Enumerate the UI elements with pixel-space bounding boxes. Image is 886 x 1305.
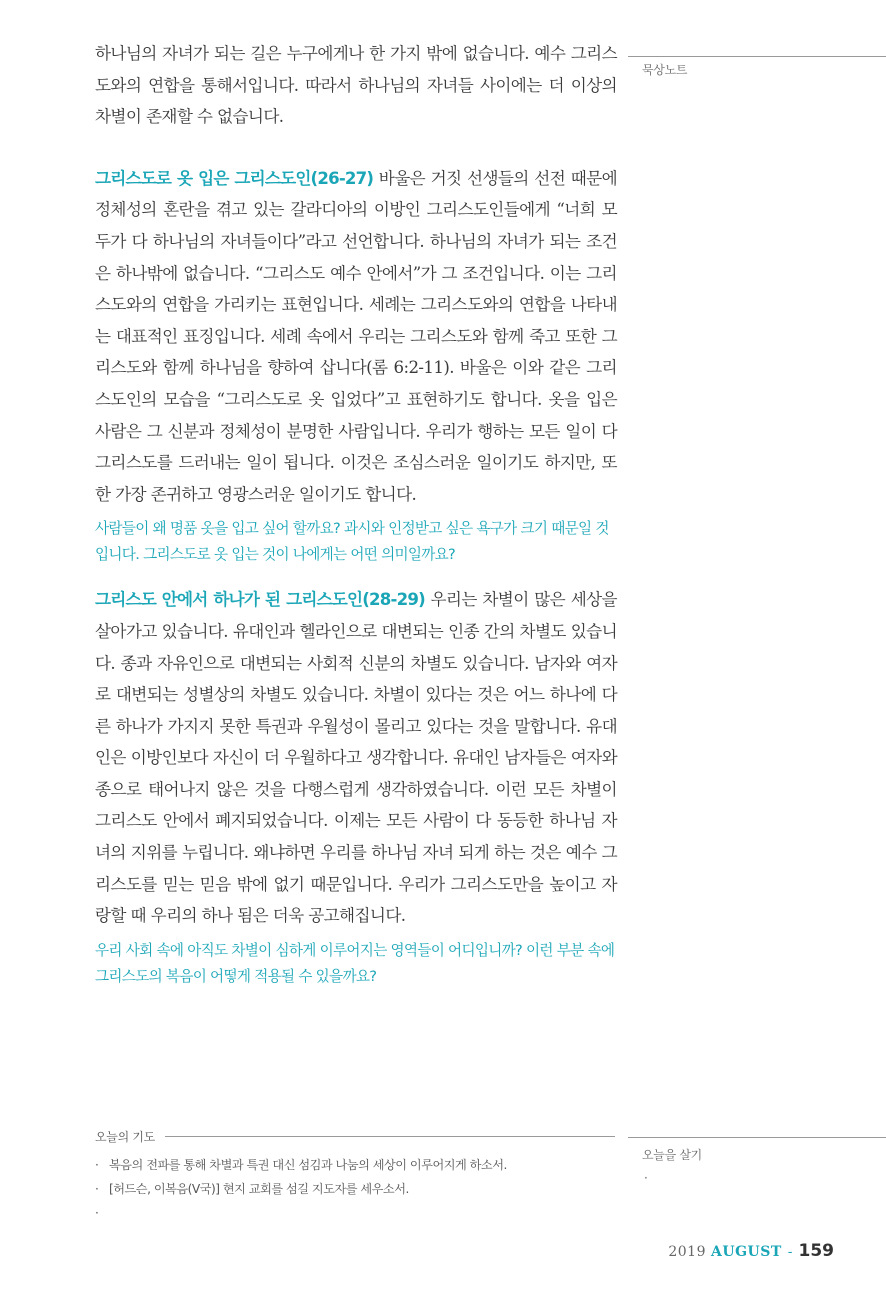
section-2-text: 우리는 차별이 많은 세상을 살아가고 있습니다. 유대인과 헬라인으로 대변되는 인종 간의 차별도 있습니다. 종과 자유인으로 대변되는 사회적 신분의 차별도 있습니다. 남자와 여자로 대변되는 성별상의 차별도 있습니다. 차별이 있다는 것은 어느 하나에 다른 하나가 가지지 못한 특권과 우월성이 몰리고 있다는 것을 말합니다. 유대인은 이방인보다 자신이 더 우월하다고 생각합니다. 유대인 남자들은 여자와 종으로 태어나지 않은 것을 다행스럽게 생각하였습니다. 이런 모든 차별이 그리스도 안에서 폐지되었습니다. 이제는 모든 사람이 다 동등한 하나님 자녀의 지위를 누립니다. 왜냐하면 우리를 하나님 자녀 되게 하는 것은 예수 그리스도를 믿는 믿음 밖에 없기 때문입니다. 우리가 그리스도만을 높이고 자랑할 때 우리의 하나 됨은 더욱 공고해집니다.: [95, 590, 617, 926]
section-1-question: 사람들이 왜 명품 옷을 입고 싶어 할까요? 과시와 인정받고 싶은 욕구가 크기 때문일 것입니다. 그리스도로 옷 입는 것이 나에게는 어떤 의미일까요?: [95, 520, 609, 564]
footer-separator: -: [787, 1244, 793, 1260]
live-today-rule: [628, 1137, 886, 1138]
section-1-heading: 그리스도로 옷 입은 그리스도인(26-27): [95, 168, 374, 188]
section-1-text: 바울은 거짓 선생들의 선전 때문에 정체성의 혼란을 겪고 있는 갈라디아의 이방인 그리스도인들에게 “너희 모두가 다 하나님의 자녀들이다”라고 선언합니다. 하나님의 자녀가 되는 조건은 하나밖에 없습니다. “그리스도 예수 안에서”가 그 조건입니다. 이는 그리스도와의 연합을 가리키는 표현입니다. 세례는 그리스도와의 연합을 나타내는 대표적인 표징입니다. 세례 속에서 우리는 그리스도와 함께 죽고 또한 그리스도와 함께 하나님을 향하여 삽니다(롬 6:2-11). 바울은 이와 같은 그리스도인의 모습을 “그리스도로 옷 입었다”고 표현하기도 합니다. 옷을 입은 사람은 그 신분과 정체성이 분명한 사람입니다. 우리가 행하는 모든 일이 다 그리스도를 드러내는 일이 됩니다. 이것은 조심스러운 일이기도 하지만, 또한 가장 존귀하고 영광스러운 일이기도 합니다.: [95, 168, 617, 504]
page-number: 159: [798, 1241, 834, 1261]
live-today-box: [628, 1137, 886, 1185]
prayer-item-text: [허드슨, 이복음(V국)] 현지 교회를 섬길 지도자를 세우소서.: [109, 1182, 409, 1196]
page-footer: [668, 1241, 834, 1261]
intro-paragraph: 하나님의 자녀가 되는 길은 누구에게나 한 가지 밖에 없습니다. 예수 그리스도와의 연합을 통해서입니다. 따라서 하나님의 자녀들 사이에는 더 이상의 차별이 존재할 수 없습니다.: [95, 44, 617, 127]
section-1-paragraph: [95, 163, 617, 511]
prayer-rule: [165, 1136, 615, 1137]
section-2-heading: 그리스도 안에서 하나가 된 그리스도인(28-29): [95, 590, 425, 610]
main-column: [95, 38, 617, 990]
prayer-item: [95, 1153, 615, 1177]
prayer-title: 오늘의 기도: [95, 1130, 155, 1144]
meditation-notes-label: 묵상노트: [642, 63, 688, 77]
prayer-bullet: ·: [95, 1206, 99, 1220]
footer-month: AUGUST: [711, 1244, 782, 1260]
prayer-item: [95, 1201, 615, 1225]
prayer-bullet: ·: [95, 1182, 99, 1196]
live-today-bullet: ·: [644, 1171, 648, 1185]
prayer-item: [95, 1177, 615, 1201]
meditation-notes-rule: [628, 56, 886, 57]
prayer-section: [95, 1128, 615, 1225]
footer-year: 2019: [668, 1244, 706, 1260]
live-today-label: 오늘을 살기: [642, 1148, 702, 1162]
meditation-notes-box: [628, 56, 886, 78]
section-2-paragraph: [95, 584, 617, 932]
prayer-list: [95, 1153, 615, 1225]
prayer-bullet: ·: [95, 1158, 99, 1172]
section-2-question: 우리 사회 속에 아직도 차별이 심하게 이루어지는 영역들이 어디입니까? 이런 부분 속에 그리스도의 복음이 어떻게 적용될 수 있을까요?: [95, 941, 615, 985]
prayer-header: [95, 1128, 615, 1145]
prayer-item-text: 복음의 전파를 통해 차별과 특권 대신 섬김과 나눔의 세상이 이루어지게 하소서.: [109, 1158, 507, 1172]
